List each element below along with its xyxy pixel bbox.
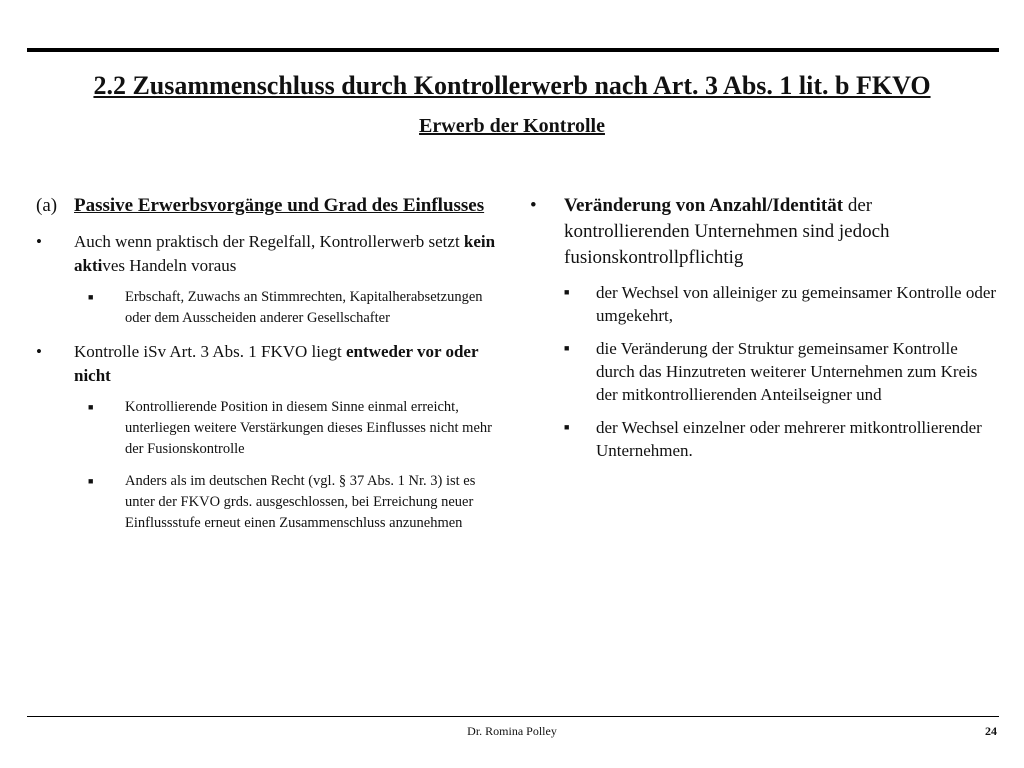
square-bullet-icon: ■ [88,476,94,486]
square-bullet-icon: ■ [564,287,570,297]
bullet-text: Auch wenn praktisch der Regelfall, Kontrollerwerb setzt kein aktives Handeln voraus [74,232,496,275]
square-bullet-icon: ■ [88,402,94,412]
slide-subtitle: Erwerb der Kontrolle [419,115,605,137]
bullet-icon: • [36,232,42,251]
bullet-text: Kontrolle iSv Art. 3 Abs. 1 FKVO liegt entweder vor oder nicht [74,342,479,385]
square-bullet-icon: ■ [88,292,94,302]
sub-bullet-text: der Wechsel einzelner oder mehrerer mitkontrollierender Unternehmen. [596,418,982,460]
sub-bullet-item [88,397,506,460]
sub-bullet-item [88,471,506,534]
section-heading-text: Passive Erwerbsvorgänge und Grad des Einflusses [74,195,485,216]
right-column [530,193,1000,472]
bullet-text: Veränderung von Anzahl/Identität der kontrollierenden Unternehmen sind jedoch fusionskontrollpflichtig [564,195,890,268]
sub-bullet-text: Anders als im deutschen Recht (vgl. § 37 Abs. 1 Nr. 3) ist es unter der FKVO grds. ausgeschlossen, bei Erreichung neuer Einflussstufe erneut einen Zusammenschluss anzunehmen [125,473,476,531]
sub-bullet-item [564,416,1000,462]
bullet-item [530,193,1000,271]
square-bullet-icon: ■ [564,343,570,353]
sub-bullet-text: Kontrollierende Position in diesem Sinne einmal erreicht, unterliegen weitere Verstärkungen dieses Einflusses nicht mehr der Fusionskontrolle [125,399,492,457]
sub-bullet-text: die Veränderung der Struktur gemeinsamer Kontrolle durch das Hinzutreten weiterer Unternehmen zum Kreis der mitkontrollierenden Anteilseigner und [596,339,978,404]
bullet-icon: • [530,195,537,216]
bullet-item [36,230,506,278]
square-bullet-icon: ■ [564,422,570,432]
left-column [36,193,506,545]
footer-author: Dr. Romina Polley [467,724,557,738]
footer-rule [27,716,999,717]
sub-bullet-item [88,287,506,329]
sub-bullet-item [564,337,1000,406]
sub-bullet-text: der Wechsel von alleiniger zu gemeinsamer Kontrolle oder umgekehrt, [596,283,997,325]
sub-bullet-item [564,281,1000,327]
page-number: 24 [985,724,997,738]
slide-title: 2.2 Zusammenschluss durch Kontrollerwerb nach Art. 3 Abs. 1 lit. b FKVO [93,71,931,100]
section-number: (a) [36,195,58,216]
bullet-icon: • [36,342,42,361]
sub-bullet-text: Erbschaft, Zuwachs an Stimmrechten, Kapitalherabsetzungen oder dem Ausscheiden anderer Gesellschafter [125,289,483,326]
section-heading [36,193,506,219]
bullet-item [36,340,506,388]
top-rule [27,48,999,52]
